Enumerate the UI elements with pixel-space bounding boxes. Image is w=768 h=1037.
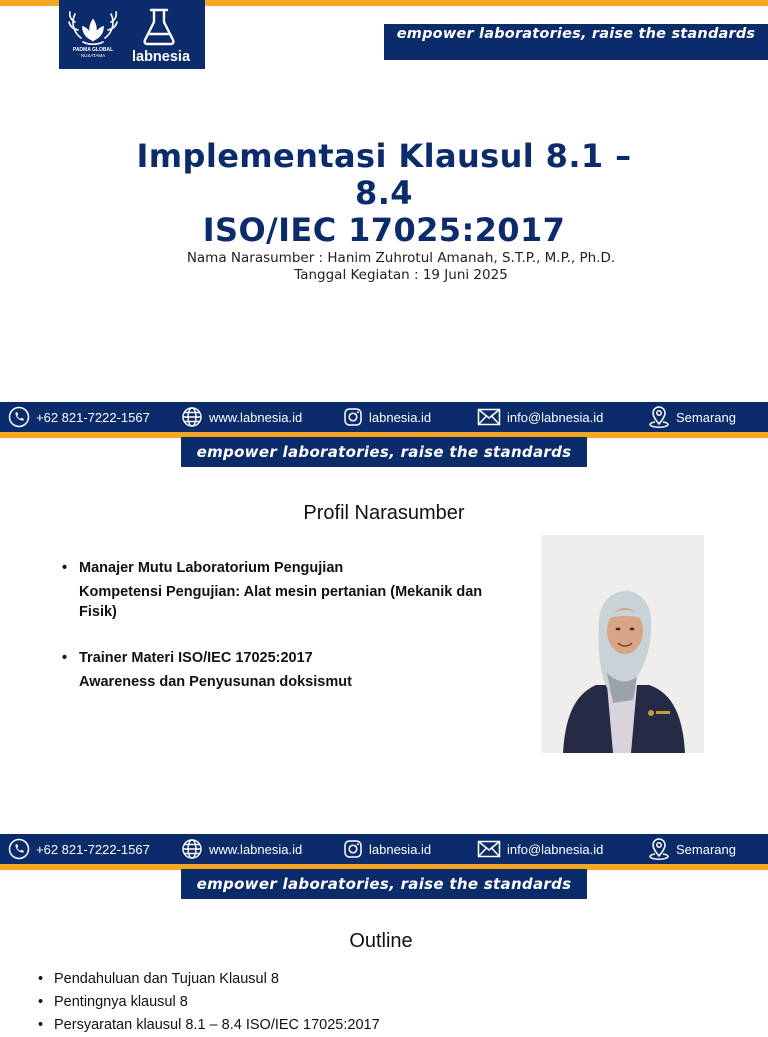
- bullet-main-text: • Trainer Materi ISO/IEC 17025:2017: [79, 650, 313, 666]
- logo-labnesia-text: labnesia: [131, 49, 191, 65]
- profile-bullet-list: [62, 558, 512, 718]
- profile-heading: Profil Narasumber: [303, 502, 465, 524]
- logo-left-line2: NUSATAMA: [80, 53, 106, 58]
- speaker-name: Nama Narasumber : Hanim Zuhrotul Amanah, S.T.P., M.P., Ph.D.: [186, 250, 616, 266]
- title-line-2: 8.4: [355, 174, 413, 212]
- contact-bar: [0, 834, 768, 864]
- contact-email-text: info@labnesia.id: [507, 409, 604, 425]
- profile-bullet: [62, 558, 512, 622]
- phone-icon: [8, 406, 30, 428]
- outline-item: • Pendahuluan dan Tujuan Klausul 8: [38, 968, 738, 991]
- contact-website[interactable]: [181, 402, 302, 432]
- mail-icon: [477, 408, 501, 426]
- contact-website[interactable]: [181, 834, 302, 864]
- contact-instagram[interactable]: [343, 402, 431, 432]
- contact-bar: [0, 402, 768, 432]
- contact-location-text: Semarang: [676, 841, 736, 857]
- outline-heading: Outline: [349, 930, 413, 952]
- event-date: Tanggal Kegiatan : 19 Juni 2025: [294, 267, 508, 283]
- globe-icon: [181, 838, 203, 860]
- contact-instagram-text: labnesia.id: [369, 409, 432, 425]
- bullet-detail-text: Awareness dan Penyusunan doksismut: [79, 674, 352, 690]
- logo-block: [59, 0, 205, 69]
- title-slide: [0, 0, 768, 402]
- contact-phone[interactable]: [8, 402, 150, 432]
- contact-instagram-text: labnesia.id: [369, 841, 432, 857]
- phone-icon: [8, 838, 30, 860]
- contact-phone-text: +62 821-7222-1567: [36, 409, 150, 425]
- contact-website-text: www.labnesia.id: [209, 841, 303, 857]
- padma-global-logo: [59, 0, 205, 69]
- contact-location-text: Semarang: [676, 409, 736, 425]
- title-line-1: Implementasi Klausul 8.1 –: [136, 137, 632, 175]
- mail-icon: [477, 840, 501, 858]
- profile-slide: [0, 402, 768, 834]
- header-tagline: empower laboratories, raise the standards: [384, 24, 768, 60]
- contact-phone[interactable]: [8, 834, 150, 864]
- outline-list: [38, 968, 738, 1037]
- contact-email-text: info@labnesia.id: [507, 841, 604, 857]
- contact-instagram[interactable]: [343, 834, 431, 864]
- slide-title: [120, 138, 648, 249]
- instagram-icon: [343, 839, 363, 859]
- profile-bullet: [62, 648, 512, 692]
- contact-email[interactable]: [477, 834, 603, 864]
- bullet-detail-text: Kompetensi Pengujian: Alat mesin pertanian (Mekanik dan Fisik): [79, 584, 483, 620]
- outline-item: • Persyaratan klausul 8.1 – 8.4 ISO/IEC 17025:2017: [38, 1014, 738, 1037]
- outline-slide: [0, 834, 768, 1033]
- contact-phone-text: +62 821-7222-1567: [36, 841, 150, 857]
- location-pin-icon: [648, 405, 670, 429]
- globe-icon: [181, 406, 203, 428]
- title-line-3: ISO/IEC 17025:2017: [202, 211, 566, 249]
- slide-tagline: empower laboratories, raise the standards: [181, 869, 587, 899]
- slide-tagline: empower laboratories, raise the standards: [181, 437, 587, 467]
- contact-website-text: www.labnesia.id: [209, 409, 303, 425]
- contact-location[interactable]: [648, 834, 736, 864]
- contact-location[interactable]: [648, 402, 736, 432]
- location-pin-icon: [648, 837, 670, 861]
- instagram-icon: [343, 407, 363, 427]
- bullet-main-text: • Manajer Mutu Laboratorium Pengujian: [79, 560, 344, 576]
- logo-left-line1: PADMA GLOBAL: [72, 47, 114, 53]
- speaker-photo: [541, 535, 704, 753]
- outline-item: • Pentingnya klausul 8: [38, 991, 738, 1014]
- contact-email[interactable]: [477, 402, 603, 432]
- speaker-portrait-illustration: [541, 535, 704, 753]
